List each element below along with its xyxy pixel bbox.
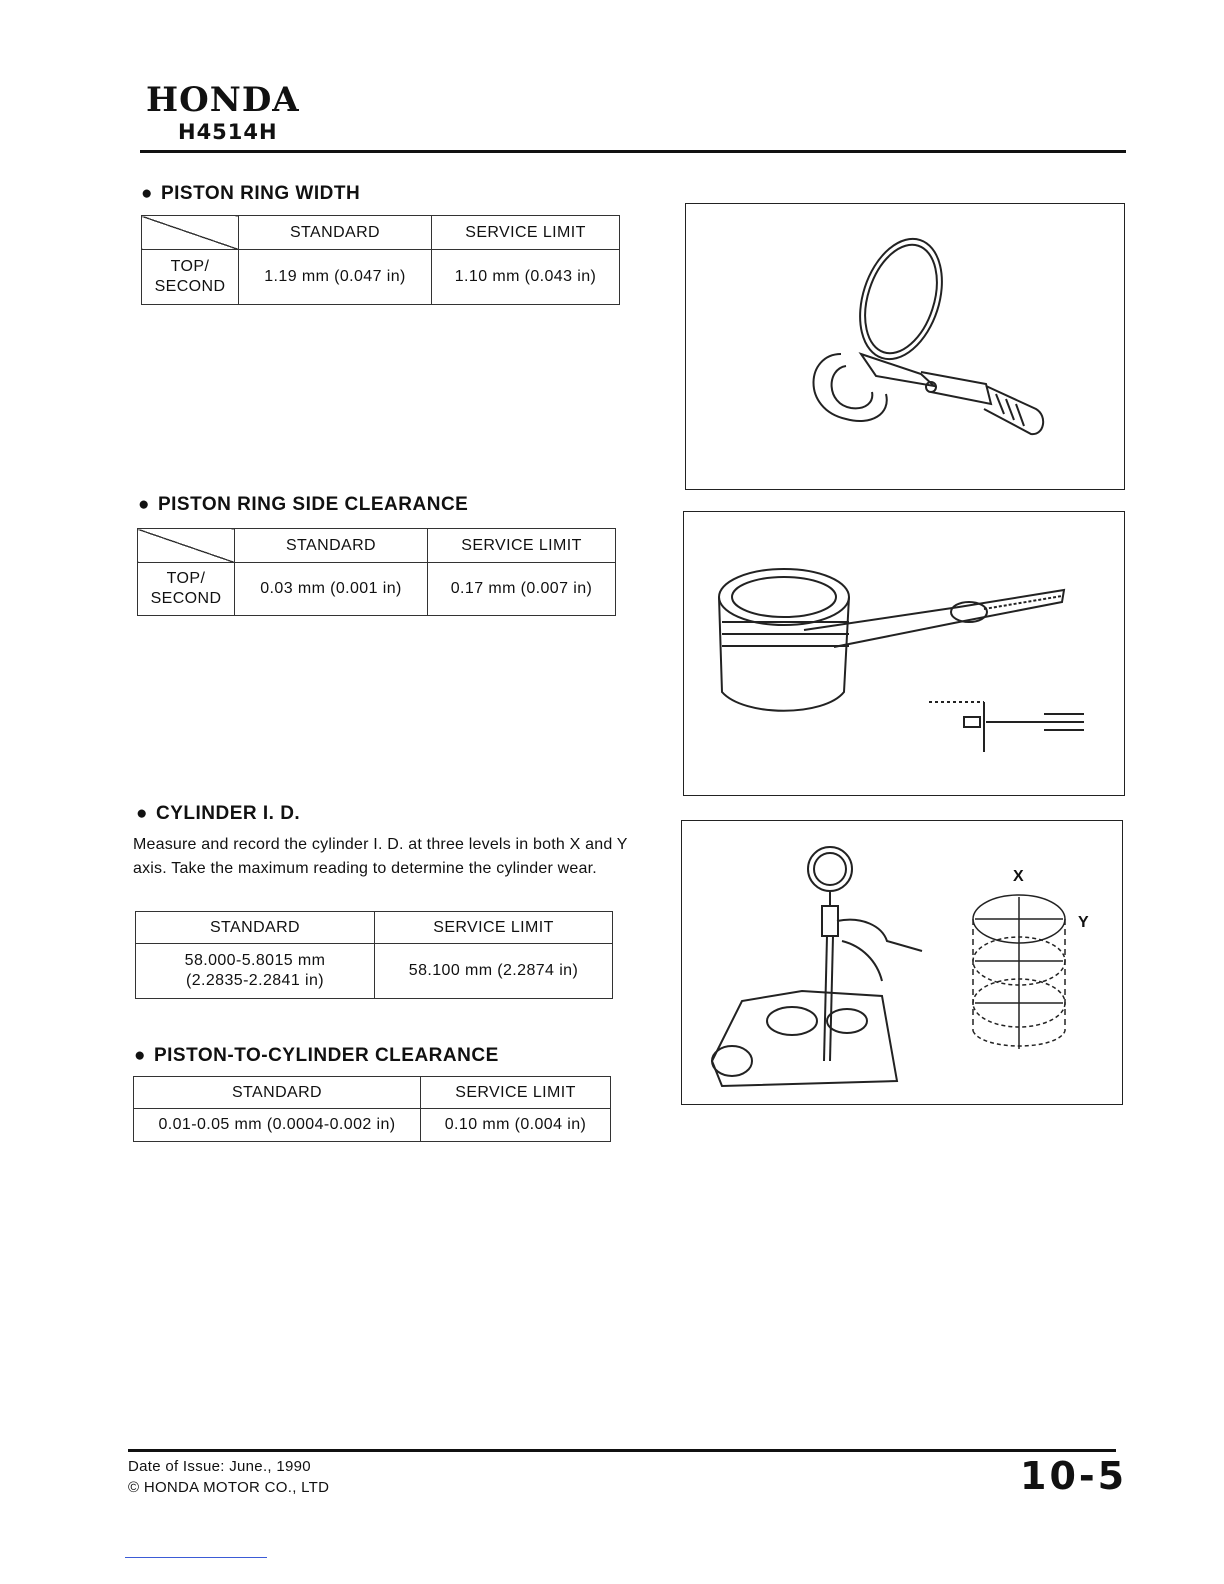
decorative-line [125, 1557, 267, 1558]
axis-label-y: Y [1078, 914, 1089, 931]
header-standard: STANDARD [239, 216, 432, 250]
header-service-limit: SERVICE LIMIT [421, 1077, 611, 1109]
bore-gauge-illustration [682, 821, 1122, 1104]
value-standard: 1.19 mm (0.047 in) [239, 250, 432, 305]
ring-width-table [141, 215, 620, 305]
footer-rule [128, 1449, 1116, 1452]
model-number: H4514H [178, 120, 278, 144]
bullet-icon: ● [138, 494, 150, 515]
row-label: TOP/ SECOND [138, 563, 235, 616]
section-title-cylinder-id: ● CYLINDER I. D. [136, 803, 301, 824]
section-title-piston-cylinder-clearance: ● PISTON-TO-CYLINDER CLEARANCE [134, 1045, 499, 1066]
copyright: © HONDA MOTOR CO., LTD [128, 1479, 330, 1496]
section-title-side-clearance: ● PISTON RING SIDE CLEARANCE [138, 494, 469, 515]
page-number: 10-5 [1020, 1454, 1128, 1498]
issue-date: Date of Issue: June., 1990 [128, 1458, 311, 1475]
bullet-icon: ● [136, 803, 148, 824]
bullet-icon: ● [134, 1045, 146, 1066]
header-standard: STANDARD [134, 1077, 421, 1109]
row-label: TOP/ SECOND [142, 250, 239, 305]
value-standard: 58.000-5.8015 mm (2.2835-2.2841 in) [136, 944, 375, 999]
header-service-limit: SERVICE LIMIT [432, 216, 620, 250]
micrometer-illustration [686, 204, 1124, 489]
footer-info [128, 1456, 329, 1498]
header-service-limit: SERVICE LIMIT [375, 912, 613, 944]
value-service-limit: 58.100 mm (2.2874 in) [375, 944, 613, 999]
feeler-gauge-illustration [684, 512, 1124, 795]
header-service-limit: SERVICE LIMIT [428, 529, 616, 563]
value-service-limit: 0.17 mm (0.007 in) [428, 563, 616, 616]
value-standard: 0.03 mm (0.001 in) [235, 563, 428, 616]
axis-label-x: X [1013, 868, 1024, 885]
side-clearance-table [137, 528, 616, 616]
cylinder-id-table [135, 911, 613, 999]
figure-feeler-gauge [683, 511, 1125, 796]
value-service-limit: 1.10 mm (0.043 in) [432, 250, 620, 305]
header-standard: STANDARD [235, 529, 428, 563]
honda-logo: HONDA [146, 80, 300, 120]
corner-cell [142, 216, 239, 250]
value-service-limit: 0.10 mm (0.004 in) [421, 1109, 611, 1142]
section-title-ring-width: ● PISTON RING WIDTH [141, 183, 361, 204]
cylinder-id-description: Measure and record the cylinder I. D. at three levels in both X and Y axis. Take the maximum reading to determine the cylinder wear. [133, 836, 628, 877]
value-standard: 0.01-0.05 mm (0.0004-0.002 in) [134, 1109, 421, 1142]
corner-cell [138, 529, 235, 563]
figure-bore-gauge [681, 820, 1123, 1105]
header-standard: STANDARD [136, 912, 375, 944]
bullet-icon: ● [141, 183, 153, 204]
piston-cylinder-clearance-table [133, 1076, 611, 1142]
header-rule [140, 150, 1126, 153]
figure-ring-micrometer [685, 203, 1125, 490]
